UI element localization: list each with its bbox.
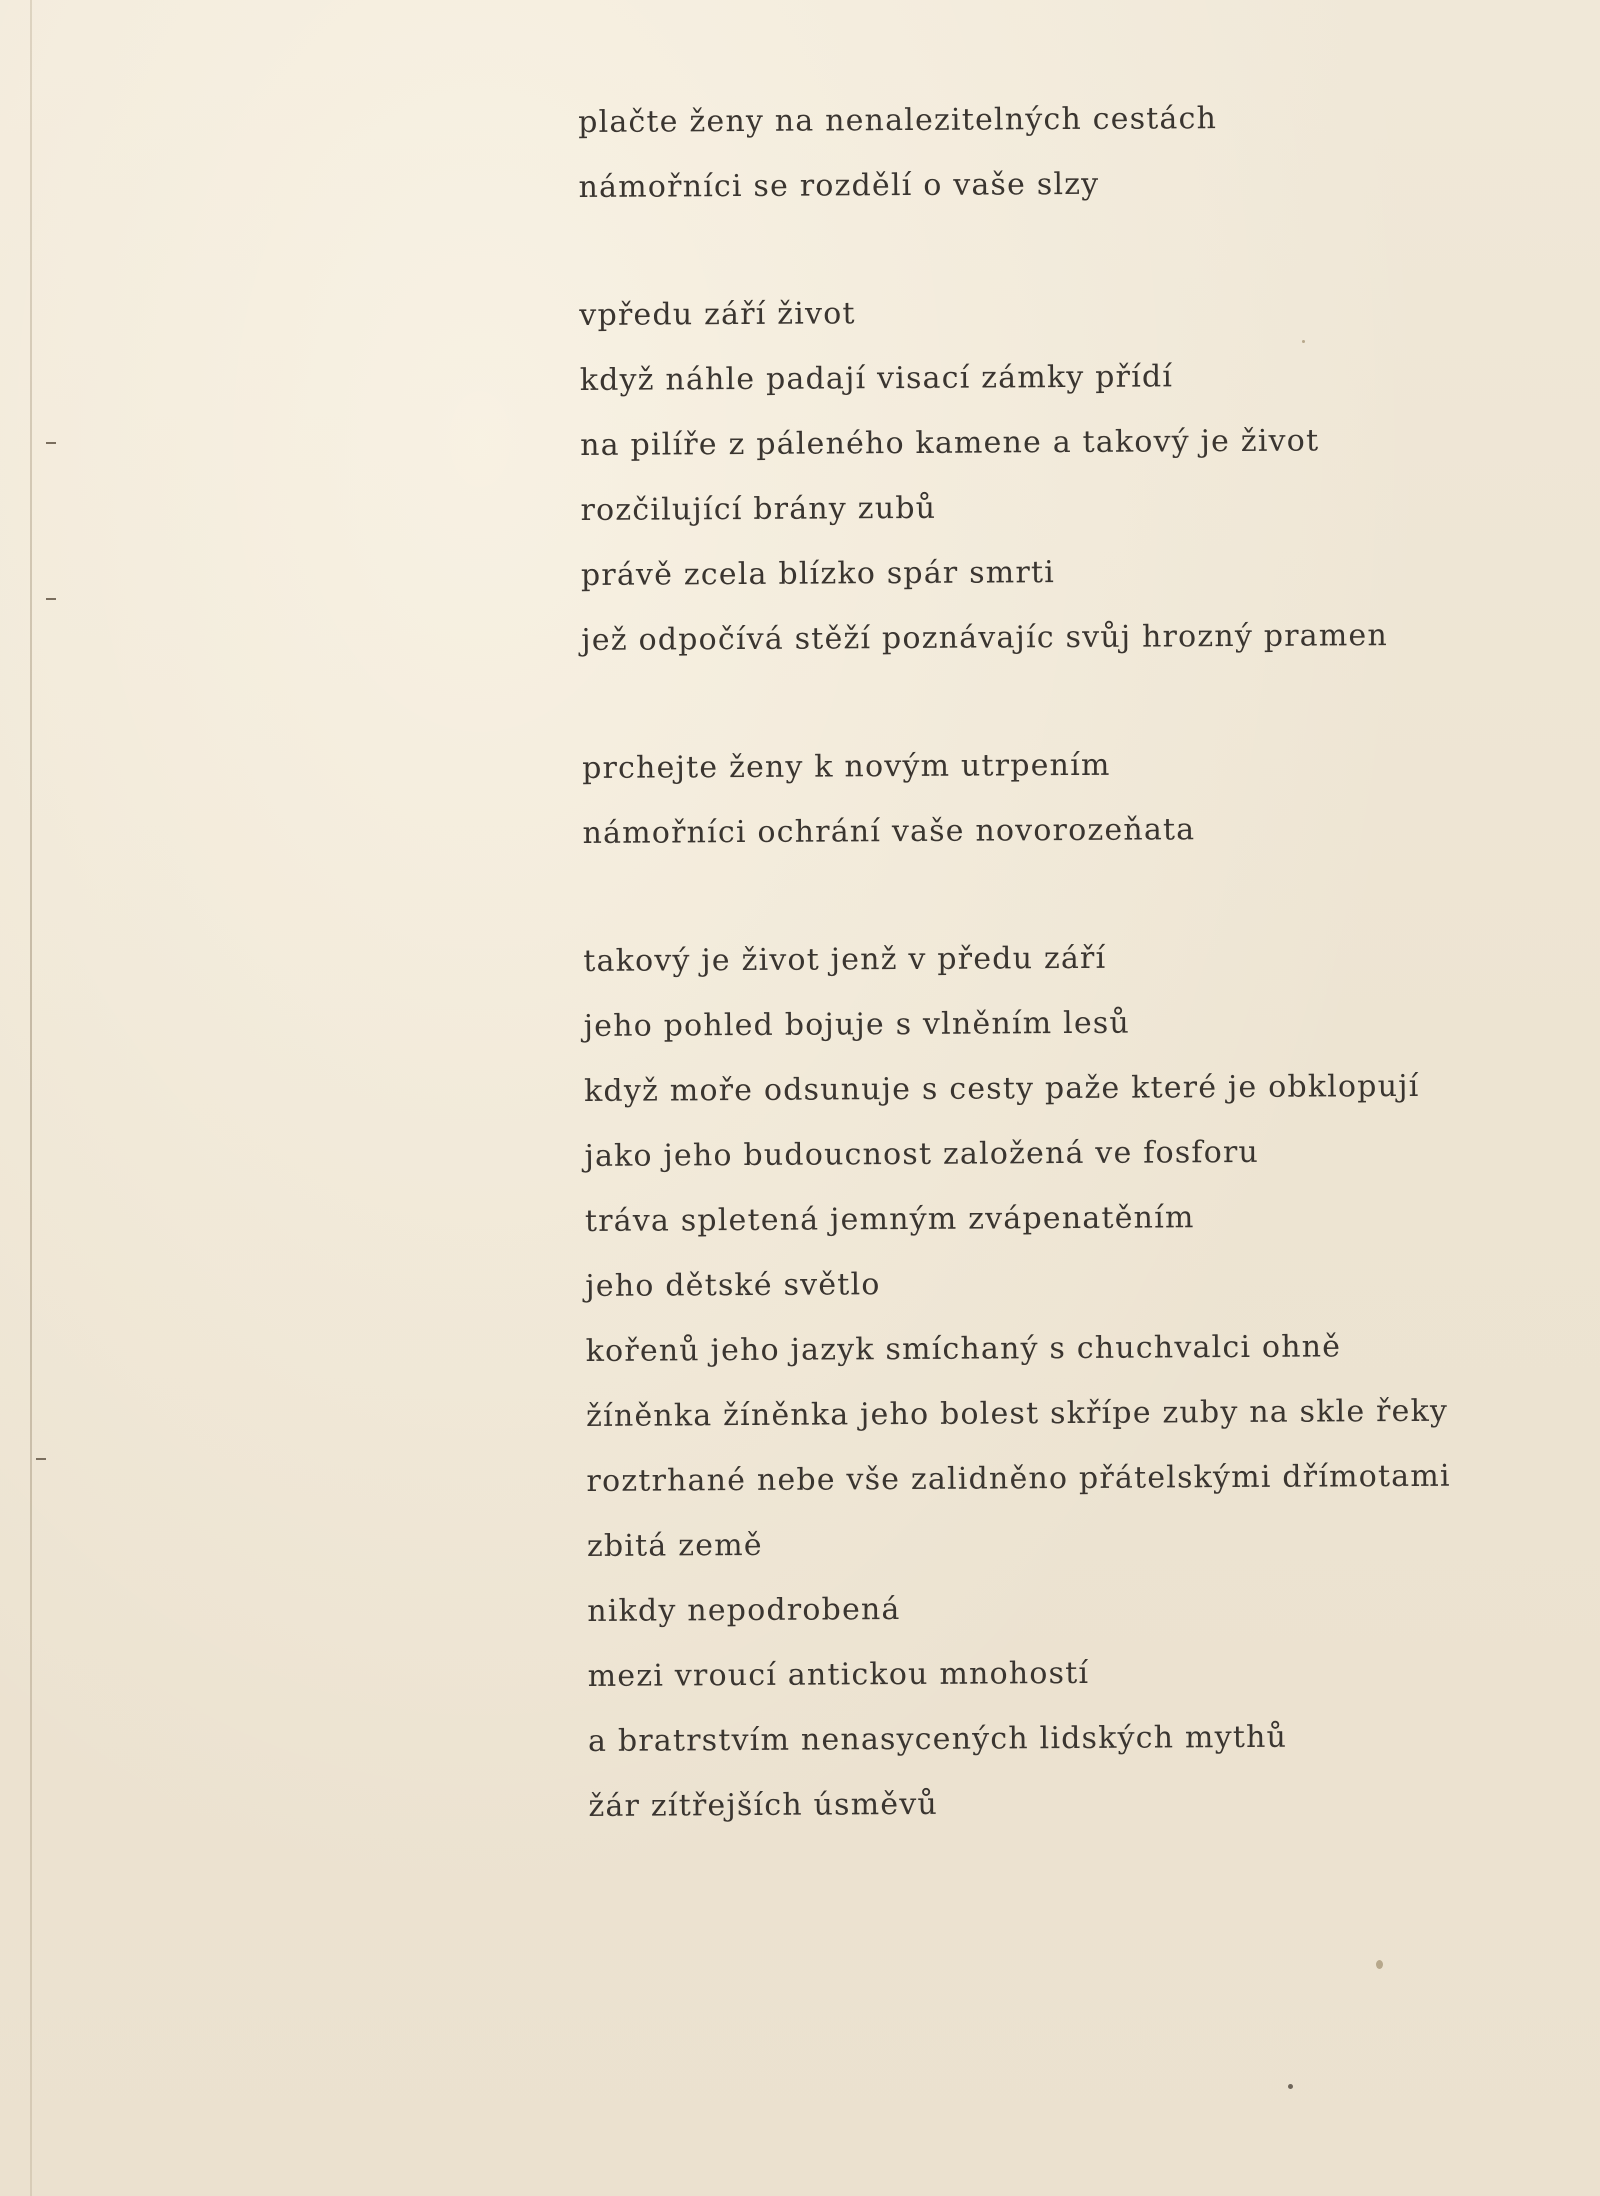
paper-speck <box>1376 1960 1383 1969</box>
margin-mark <box>46 442 56 444</box>
stanza-break <box>582 667 1482 735</box>
poem-line: mezi vroucí antickou mnohostí <box>587 1655 1090 1694</box>
stanza <box>578 85 1479 220</box>
poem-line: na pilíře z páleného kamene a takový je život <box>580 423 1320 463</box>
poem-line: žár zítřejších úsměvů <box>588 1786 939 1824</box>
poem-line: a bratrstvím nenasycených lidských mythů <box>587 1719 1288 1759</box>
poem-line: roztrhané nebe vše zalidněno přátelskými dřímotami <box>586 1458 1451 1499</box>
poem-line: když moře odsunuje s cesty paže které je obklopují <box>584 1068 1420 1109</box>
stanza <box>582 730 1483 865</box>
stanza-break <box>583 860 1483 928</box>
poem-line: vpředu září život <box>579 296 856 333</box>
poem-line: jež odpočívá stěží poznávajíc svůj hrozný pramen <box>581 618 1389 658</box>
stanza <box>579 277 1481 672</box>
poem-line: jako jeho budoucnost založená ve fosforu <box>584 1134 1260 1174</box>
margin-mark <box>36 1458 46 1460</box>
margin-mark <box>46 598 56 600</box>
paper-speck <box>1288 2084 1293 2089</box>
poem-line: námořníci se rozdělí o vaše slzy <box>578 166 1100 205</box>
poem-line: námořníci ochrání vaše novorozeňata <box>582 812 1196 851</box>
poem-line: plačte ženy na nenalezitelných cestách <box>578 101 1218 140</box>
poem-line: kořenů jeho jazyk smíchaný s chuchvalci ohně <box>585 1329 1342 1369</box>
stanza <box>583 923 1489 1838</box>
poem-line: tráva spletená jemným zvápenatěním <box>584 1200 1195 1239</box>
page-fold-line <box>30 0 32 2196</box>
poem-line: rozčilující brány zubů <box>580 490 937 528</box>
poem-line: jeho pohled bojuje s vlněním lesů <box>583 1005 1131 1044</box>
poem-line: prchejte ženy k novým utrpením <box>582 747 1111 786</box>
poem-line: když náhle padají visací zámky přídí <box>579 359 1174 398</box>
poem-line: žíněnka žíněnka jeho bolest skřípe zuby na skle řeky <box>585 1393 1449 1434</box>
stanza-break <box>579 214 1479 282</box>
poem-line: jeho dětské světlo <box>585 1267 881 1304</box>
poem <box>578 85 1489 1839</box>
poem-line: právě zcela blízko spár smrti <box>580 555 1056 593</box>
poem-line: zbitá země <box>586 1527 763 1564</box>
poem-line: takový je život jenž v předu září <box>583 940 1107 979</box>
poem-line: nikdy nepodrobená <box>587 1592 901 1629</box>
